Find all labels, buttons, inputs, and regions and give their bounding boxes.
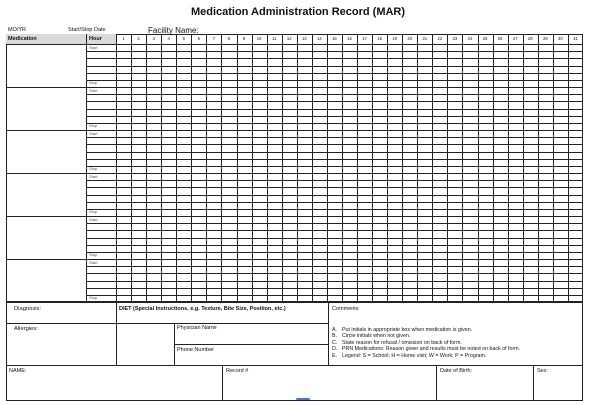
physician-name-label: Physician Name bbox=[177, 325, 217, 331]
hour-row-divider bbox=[86, 281, 583, 282]
day-column-divider bbox=[237, 34, 238, 302]
day-column-divider bbox=[312, 34, 313, 302]
hour-row-divider bbox=[86, 187, 583, 188]
day-column-divider bbox=[493, 34, 494, 302]
day-column-divider bbox=[342, 34, 343, 302]
day-column-divider bbox=[146, 34, 147, 302]
name-label: NAME: bbox=[9, 368, 27, 374]
hour-row-divider bbox=[86, 180, 583, 181]
day-column-divider bbox=[372, 34, 373, 302]
day-column-divider bbox=[282, 34, 283, 302]
day-number-31: 31 bbox=[573, 36, 578, 41]
hour-row-divider bbox=[86, 66, 583, 67]
day-column-divider bbox=[206, 34, 207, 302]
hour-row-divider bbox=[86, 123, 583, 124]
mo-yr-label: MO/YR bbox=[8, 27, 27, 33]
day-column-divider bbox=[478, 34, 479, 302]
instruction-a: A. Put initials in appropriate box when medication is given. bbox=[332, 327, 473, 333]
hour-row-divider bbox=[86, 288, 583, 289]
day-column-divider bbox=[297, 34, 298, 302]
hour-row-divider bbox=[86, 73, 583, 74]
day-column-divider bbox=[252, 34, 253, 302]
hour-row-divider bbox=[86, 223, 583, 224]
day-number-24: 24 bbox=[467, 36, 473, 41]
page-indicator bbox=[296, 398, 310, 400]
stop-label: Stop bbox=[89, 80, 98, 86]
start-label: Start bbox=[89, 44, 98, 50]
hour-row-divider bbox=[86, 144, 583, 145]
day-number-23: 23 bbox=[452, 36, 458, 41]
day-number-17: 17 bbox=[362, 36, 367, 41]
comments-label: Comments bbox=[332, 306, 359, 312]
day-column-divider bbox=[447, 34, 448, 302]
day-number-9: 9 bbox=[242, 36, 246, 41]
day-number-6: 6 bbox=[197, 36, 201, 41]
hour-row-divider bbox=[86, 166, 583, 167]
medication-name-field[interactable] bbox=[6, 173, 86, 216]
day-column-divider bbox=[538, 34, 539, 302]
day-column-divider bbox=[462, 34, 463, 302]
day-column-divider bbox=[432, 34, 433, 302]
hour-row-divider bbox=[86, 159, 583, 160]
medication-column-divider bbox=[86, 34, 87, 302]
day-number-27: 27 bbox=[512, 36, 518, 41]
day-number-5: 5 bbox=[182, 36, 185, 41]
record-number-label: Record # bbox=[226, 368, 249, 374]
day-number-3: 3 bbox=[152, 36, 155, 41]
day-number-16: 16 bbox=[347, 36, 352, 41]
hour-row-divider bbox=[86, 202, 583, 203]
start-label: Start bbox=[89, 87, 98, 93]
day-number-10: 10 bbox=[256, 36, 262, 41]
hour-row-divider bbox=[86, 245, 583, 246]
hour-row-divider bbox=[86, 230, 583, 231]
day-column-divider bbox=[176, 34, 177, 302]
hour-row-divider bbox=[86, 109, 583, 110]
hour-column-divider bbox=[116, 34, 117, 302]
instruction-c: C. State reason for refusal / omission on back of form. bbox=[332, 339, 462, 346]
medication-name-field[interactable] bbox=[6, 259, 86, 302]
stop-label: Stop bbox=[89, 295, 98, 301]
day-number-12: 12 bbox=[286, 36, 292, 41]
day-number-26: 26 bbox=[497, 36, 503, 41]
hour-row-divider bbox=[86, 273, 583, 274]
start-label: Start bbox=[89, 130, 98, 136]
start-stop-date-label: Start/Stop Date bbox=[68, 27, 106, 33]
day-column-divider bbox=[417, 34, 418, 302]
start-label: Start bbox=[89, 216, 98, 222]
day-number-29: 29 bbox=[542, 36, 548, 41]
day-number-21: 21 bbox=[422, 36, 428, 41]
day-number-7: 7 bbox=[212, 36, 216, 41]
day-number-22: 22 bbox=[437, 36, 443, 41]
medication-name-field[interactable] bbox=[6, 87, 86, 130]
diet-label: DIET (Special Instructions, e.g. Texture, Bite Size, Position, etc.) bbox=[119, 306, 286, 312]
phone-number-label: Phone Number bbox=[177, 347, 214, 353]
hour-row-divider bbox=[86, 295, 583, 296]
hour-row-divider bbox=[86, 252, 583, 253]
day-number-20: 20 bbox=[407, 36, 413, 41]
start-label: Start bbox=[89, 259, 98, 265]
day-number-25: 25 bbox=[482, 36, 488, 41]
hour-row-divider bbox=[86, 137, 583, 138]
hour-row-divider bbox=[86, 238, 583, 239]
hour-row-divider bbox=[86, 266, 583, 267]
date-of-birth-label: Date of Birth: bbox=[440, 368, 473, 374]
medication-name-field[interactable] bbox=[6, 44, 86, 87]
hour-row-divider bbox=[86, 209, 583, 210]
medication-header: Medication bbox=[8, 35, 37, 42]
stop-label: Stop bbox=[89, 166, 98, 172]
hour-row-divider bbox=[86, 58, 583, 59]
hour-row-divider bbox=[86, 101, 583, 102]
instruction-e: E. Legend: S = School; H = Home visit; W = Work; P = Program. bbox=[332, 352, 487, 359]
hour-row-divider bbox=[86, 152, 583, 153]
day-number-13: 13 bbox=[301, 36, 307, 41]
day-number-11: 11 bbox=[271, 36, 277, 41]
form-title: Medication Administration Record (MAR) bbox=[190, 6, 406, 18]
hour-row-divider bbox=[86, 116, 583, 117]
day-number-8: 8 bbox=[227, 36, 231, 41]
day-number-15: 15 bbox=[332, 36, 337, 41]
hour-row-divider bbox=[86, 195, 583, 196]
day-column-divider bbox=[553, 34, 554, 302]
day-number-1: 1 bbox=[122, 36, 125, 41]
hour-row-divider bbox=[86, 51, 583, 52]
medication-name-field[interactable] bbox=[6, 130, 86, 173]
stop-label: Stop bbox=[89, 209, 98, 215]
day-column-divider bbox=[327, 34, 328, 302]
day-number-28: 28 bbox=[527, 36, 533, 41]
day-column-divider bbox=[161, 34, 162, 302]
day-column-divider bbox=[267, 34, 268, 302]
sex-label: Sex: bbox=[537, 368, 549, 374]
day-number-30: 30 bbox=[558, 36, 563, 41]
instruction-d: D. PRN Medications: Reason given and results must be noted on back of form. bbox=[332, 346, 521, 353]
day-column-divider bbox=[402, 34, 403, 302]
stop-label: Stop bbox=[89, 123, 98, 129]
medication-grid bbox=[6, 34, 583, 302]
hour-row-divider bbox=[86, 80, 583, 81]
day-column-divider bbox=[191, 34, 192, 302]
hour-header: Hour bbox=[89, 35, 102, 42]
allergies-label: Allergies: bbox=[14, 326, 38, 332]
start-label: Start bbox=[89, 173, 98, 179]
day-column-divider bbox=[221, 34, 222, 302]
day-column-divider bbox=[131, 34, 132, 302]
medication-name-field[interactable] bbox=[6, 216, 86, 259]
day-number-4: 4 bbox=[167, 36, 170, 41]
stop-label: Stop bbox=[89, 252, 98, 258]
hour-row-divider bbox=[86, 94, 583, 95]
day-number-2: 2 bbox=[137, 36, 140, 41]
day-column-divider bbox=[357, 34, 358, 302]
facility-name-label: Facility Name: bbox=[148, 26, 199, 35]
day-column-divider bbox=[387, 34, 388, 302]
day-column-divider bbox=[523, 34, 524, 302]
day-column-divider bbox=[508, 34, 509, 302]
day-number-14: 14 bbox=[317, 36, 322, 41]
diagnosis-label: Diagnosis: bbox=[14, 306, 42, 312]
instruction-b: B. Circle initials when not given. bbox=[332, 333, 411, 340]
day-number-19: 19 bbox=[392, 36, 398, 41]
day-number-18: 18 bbox=[377, 36, 382, 41]
day-column-divider bbox=[568, 34, 569, 302]
